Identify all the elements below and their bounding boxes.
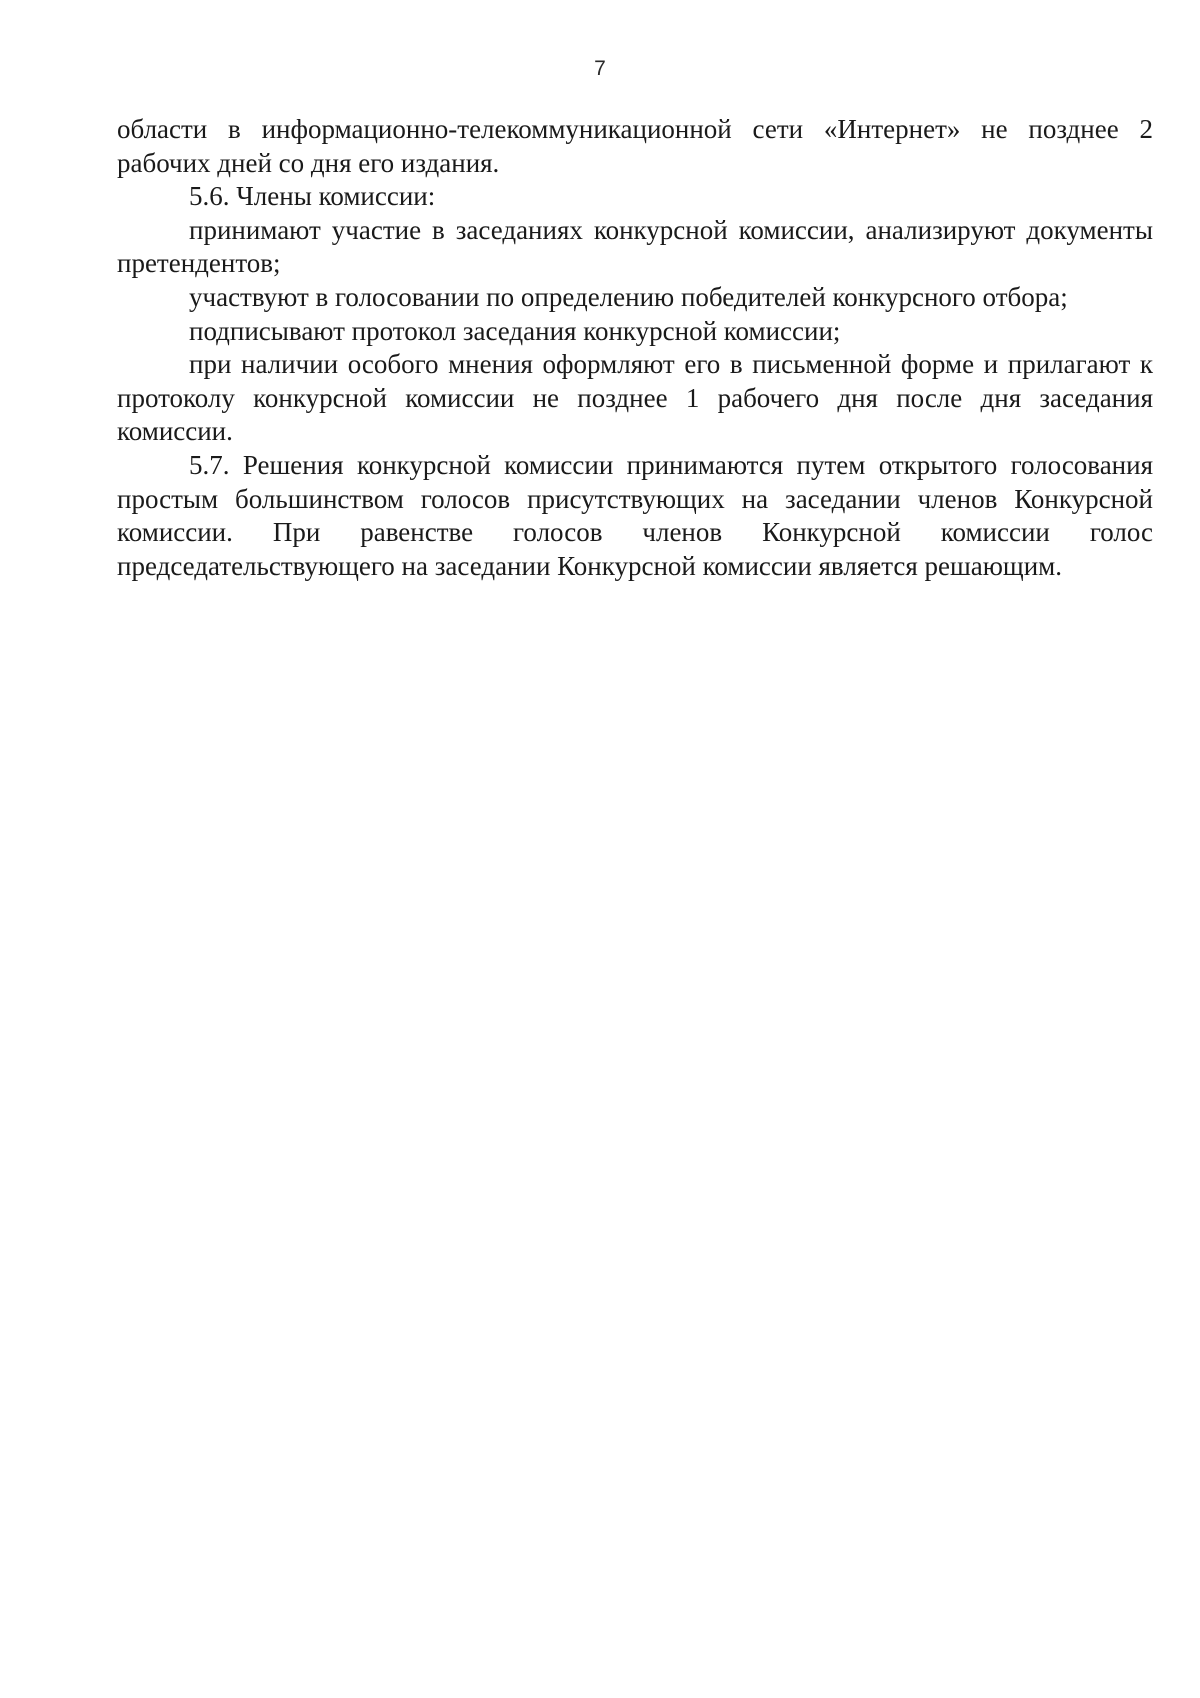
paragraph-voting: участвуют в голосовании по определению победителей конкурсного отбора; [189,281,1068,312]
paragraph-participation: принимают участие в заседаниях конкурсной комиссии, анализируют документы претендентов; [117,214,1153,279]
paragraph-special-opinion: при наличии особого мнения оформляют его в письменной форме и прилагают к протоколу конкурсной комиссии не позднее 1 рабочего дня после дня заседания комиссии. [117,349,1153,447]
section-heading-5-6: 5.6. Члены комиссии: [189,181,436,212]
paragraph-signing: подписывают протокол заседания конкурсной комиссии; [189,315,841,346]
paragraph-continuation: области в информационно-телекоммуникационной сети «Интернет» не позднее 2 рабочих дней со дня его издания. [117,114,1153,178]
page-number: 7 [594,57,606,80]
paragraph-section-5-7: 5.7. Решения конкурсной комиссии принимаются путем открытого голосования простым большинством голосов присутствующих на заседании членов Конкурсной комиссии. При равенстве голосов членов Конкурсной комиссии голос председательствующего на заседании Конкурсной комиссии является решающим. [117,449,1153,581]
document-body [117,113,1153,583]
